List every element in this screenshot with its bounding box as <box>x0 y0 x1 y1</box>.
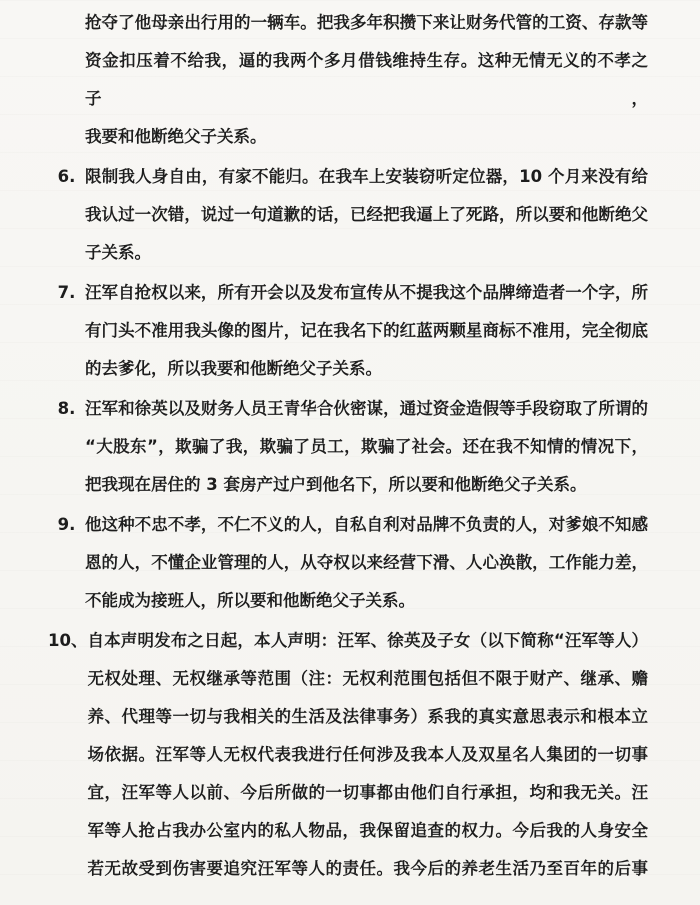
statement-item-7 <box>48 274 648 388</box>
statement-line: 不能成为接班人，所以要和他断绝父子关系。 <box>85 591 415 610</box>
statement-item-5-continuation <box>48 4 648 156</box>
statement-line: 我认过一次错，说过一句道歉的话，已经把我逼上了死路，所以要和他断绝父 <box>85 205 648 224</box>
statement-line: 子关系。 <box>85 243 151 262</box>
statement-line: 汪军和徐英以及财务人员王青华合伙密谋，通过资金造假等手段窃取了所谓的 <box>85 399 648 418</box>
statement-line: 他这种不忠不孝，不仁不义的人，自私自利对品牌不负责的人，对爹娘不知感 <box>85 515 648 534</box>
statement-line: 把我现在居住的 3 套房产过户到他名下，所以要和他断绝父子关系。 <box>85 475 587 494</box>
statement-line: 无权处理、无权继承等范围（注：无权利范围包括但不限于财产、继承、赡 <box>87 669 648 688</box>
statement-line: 限制我人身自由，有家不能归。在我车上安装窃听定位器，10 个月来没有给 <box>85 167 648 186</box>
statement-item-6 <box>48 158 648 272</box>
item-body <box>87 622 648 888</box>
item-body <box>85 4 648 156</box>
item-number: 7. <box>57 283 76 302</box>
item-body <box>85 274 648 388</box>
statement-line: 养、代理等一切与我相关的生活及法律事务）系我的真实意思表示和根本立 <box>87 707 648 726</box>
statement-line: 的去爹化，所以我要和他断绝父子关系。 <box>85 359 382 378</box>
statement-item-8 <box>48 390 648 504</box>
statement-line: 场依据。汪军等人无权代表我进行任何涉及我本人及双星名人集团的一切事 <box>87 745 648 764</box>
item-number: 8. <box>57 399 76 418</box>
statement-line: 有门头不准用我头像的图片，记在我名下的红蓝两颗星商标不准用，完全彻底 <box>85 321 648 340</box>
statement-line: 恩的人，不懂企业管理的人，从夺权以来经营下滑、人心涣散，工作能力差， <box>85 553 648 572</box>
item-number: 10、 <box>48 631 88 650</box>
statement-line: 抢夺了他母亲出行用的一辆车。把我多年积攒下来让财务代管的工资、存款等 <box>85 13 648 32</box>
statement-line: 资金扣压着不给我，逼的我两个多月借钱维持生存。这种无情无义的不孝之子， <box>85 51 648 108</box>
statement-item-10 <box>48 622 648 888</box>
statement-line: 军等人抢占我办公室内的私人物品，我保留追查的权力。今后我的人身安全 <box>87 821 648 840</box>
statement-item-9 <box>48 506 648 620</box>
item-body <box>85 390 648 504</box>
item-body <box>85 158 648 272</box>
statement-line: 宜，汪军等人以前、今后所做的一切事都由他们自行承担，均和我无关。汪 <box>87 783 648 802</box>
item-body <box>85 506 648 620</box>
item-number: 6. <box>57 167 76 186</box>
statement-line: 我要和他断绝父子关系。 <box>85 127 267 146</box>
statement-line: 若无故受到伤害要追究汪军等人的责任。我今后的养老生活乃至百年的后事 <box>87 859 648 878</box>
statement-line: 汪军自抢权以来，所有开会以及发布宣传从不提我这个品牌缔造者一个字，所 <box>85 283 648 302</box>
item-number: 9. <box>57 515 76 534</box>
statement-line: 自本声明发布之日起，本人声明：汪军、徐英及子女（以下简称“汪军等人） <box>87 631 648 650</box>
statement-line: “大股东”，欺骗了我，欺骗了员工，欺骗了社会。还在我不知情的情况下， <box>85 437 648 456</box>
